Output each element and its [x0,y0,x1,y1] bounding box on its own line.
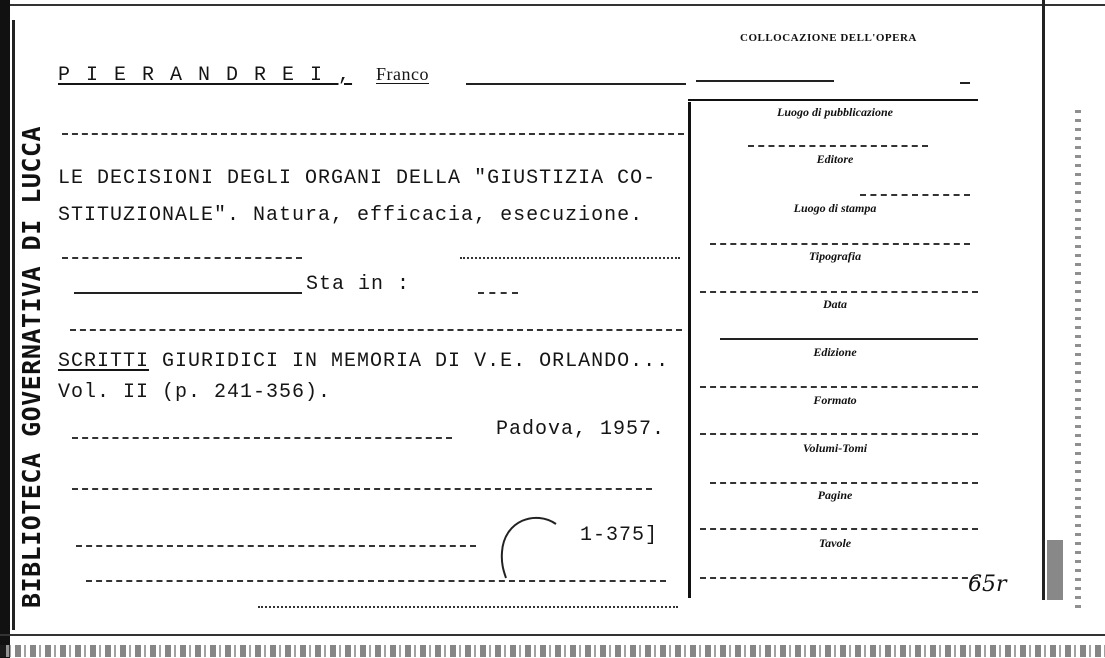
author-line [466,83,686,85]
handwritten-shelfmark: 65r [968,572,1007,597]
field-line [700,291,978,293]
blank-line [478,292,518,294]
field-line [720,338,978,340]
author-name: Franco [376,64,429,84]
field-line [700,577,978,579]
field-pagine: Pagine [817,488,853,502]
blank-line [86,580,666,582]
collocazione-box-top [688,99,978,101]
field-volumi-tomi: Volumi-Tomi [802,441,868,455]
title-line-2: STITUZIONALE". Natura, efficacia, esecuzione. [58,204,644,227]
scan-noise-corner [1047,540,1063,600]
field-edizione: Edizione [813,345,857,359]
source-title [58,350,669,373]
title-line-1: LE DECISIONI DEGLI ORGANI DELLA "GIUSTIZIA CO- [58,167,657,190]
collocazione-header: COLLOCAZIONE DELL'OPERA [740,32,917,44]
field-line [710,482,978,484]
scan-noise-right [1075,110,1081,610]
card-left-edge [0,0,10,658]
partial-stamp-arc [496,512,566,582]
field-data: Data [823,297,847,311]
blank-line [72,488,652,490]
blank-line [62,257,302,259]
field-line [860,194,970,196]
card-right-edge [1042,0,1045,600]
blank-line [258,606,678,608]
sta-in-line [74,292,302,294]
place-date: Padova, 1957. [496,418,666,441]
blank-line [62,133,684,135]
field-line [748,145,928,147]
blank-line [460,257,680,259]
field-line [700,433,978,435]
card-bottom-edge [0,634,1105,636]
blank-line [70,329,682,331]
source-title-rest: GIURIDICI IN MEMORIA DI V.E. ORLANDO... [149,350,670,373]
field-line [710,243,970,245]
volume-info: Vol. II (p. 241-356). [58,381,332,404]
field-editore: Editore [816,152,854,166]
field-line [700,528,978,530]
field-tavole: Tavole [818,536,852,550]
source-title-underlined: SCRITTI [58,350,150,373]
field-tipografia: Tipografia [808,249,862,263]
field-luogo-pubblicazione: Luogo di pubblicazione [776,105,893,119]
collocazione-line [696,80,834,82]
blank-line [76,545,476,547]
library-stamp: BIBLIOTECA GOVERNATIVA DI LUCCA [17,125,46,608]
sta-in-label: Sta in : [306,273,411,296]
field-formato: Formato [813,393,857,407]
field-line [700,386,978,388]
blank-line [72,437,452,439]
collocazione-box-left [688,102,691,598]
author-surname: P I E R A N D R E I , [58,64,353,87]
card-top-edge [0,4,1105,6]
collocazione-line-end [960,82,970,84]
scan-noise-bottom [0,645,1105,657]
page-reference: 1-375] [580,524,659,547]
field-luogo-stampa: Luogo di stampa [793,201,877,215]
card-left-rule [12,20,15,630]
